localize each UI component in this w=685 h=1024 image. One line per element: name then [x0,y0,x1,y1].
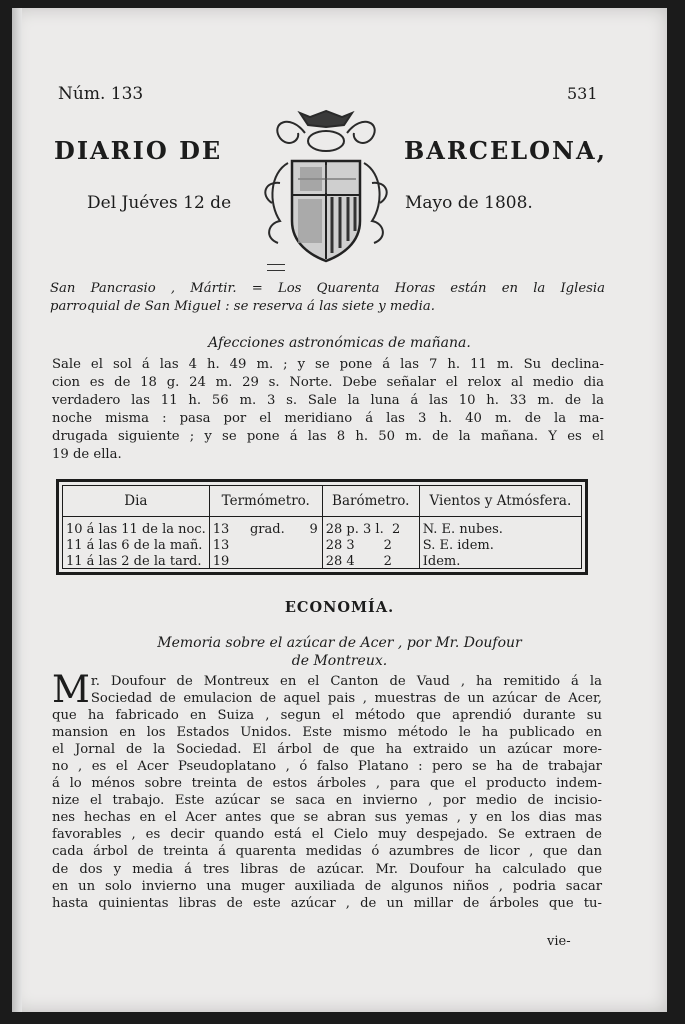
body-line: mansion en los Estados Unidos. Este mismo método le ha publicado en [52,725,602,741]
weather-table [56,479,588,575]
newspaper-page [12,8,667,1012]
page-gutter [12,8,22,1012]
body-line: á lo ménos sobre treinta de estos árboles , para que el producto indem- [52,776,602,792]
col-barometro: Barómetro. [322,486,419,517]
baro-fraction: 2 [383,553,392,569]
temp-unit: grad. [249,521,285,537]
cell-termometro [209,553,322,569]
cell-vientos: Idem. [422,553,461,569]
temp-value: 13 [212,521,230,537]
masthead-title-right: BARCELONA, [404,136,607,165]
body-line: el Jornal de la Sociedad. El árbol de que ha extraido un azúcar more- [52,742,602,758]
astro-line: verdadero las 11 h. 56 m. 3 s. Sale la luna á las 10 h. 33 m. de la [52,393,604,408]
saints-line: San Pancrasio , Mártir. = Los Quarenta Horas están en la Iglesia [50,281,605,296]
body-line: Sociedad de emulacion de aquel pais , muestras de un azúcar de Acer, [90,691,602,707]
baro-value: 28 3 [325,537,355,553]
body-line: cada árbol de treinta á quarenta medidas ó azumbres de licor , que dan [52,844,602,860]
baro-value: 28 p. 3 l. [325,521,384,537]
body-line: de dos y media á tres libras de azúcar. Mr. Doufour ha calculado que [52,861,602,877]
astro-line: drugada siguiente ; y se pone á las 8 h. 50 m. de la mañana. Y es el [52,429,604,444]
temp-value: 19 [212,553,230,569]
temp-value: 13 [212,537,230,553]
section-heading-economia: ECONOMÍA. [284,599,395,616]
body-line: no , es el Acer Pseudoplatano , ó falso Platano : pero se ha de trabajar [52,759,602,775]
body-line: que ha fabricado en Suiza , segun el método que aprendió durante su [52,708,602,724]
cell-barometro [322,517,419,538]
table-row [63,537,581,553]
table-row [63,553,581,569]
cell-termometro [209,537,322,553]
body-line: nes hechas en el Acer antes que se abran sus yemas , y en los dias mas [52,810,602,826]
body-line: nize el trabajo. Este azúcar se saca en invierno , por medio de incisio- [52,793,602,809]
article-title-line: de Montreux. [291,653,388,669]
masthead-title-left: DIARIO DE [54,136,223,165]
col-vientos: Vientos y Atmósfera. [419,486,581,517]
astro-line: noche misma : pasa por el meridiano á las 3 h. 40 m. de la ma- [52,411,604,426]
cell-vientos: S. E. idem. [422,537,494,553]
baro-fraction: 2 [391,521,401,537]
cell-dia: 10 á las 11 de la noc. [63,517,209,538]
astro-paragraph [52,356,604,464]
article-body [52,668,602,912]
table-header-row [63,486,581,517]
article-title [12,634,667,670]
body-line: favorables , es decir quando está el Cielo muy despejado. Se extraen de [52,827,602,843]
drop-cap: M [52,668,90,711]
article-title-line: Memoria sobre el azúcar de Acer , por Mr. Doufour [157,635,522,651]
astro-line: 19 de ella. [52,447,122,462]
issue-number: Núm. 133 [58,84,144,104]
body-line: en un solo invierno una muger auxiliada de algunos niños , podria sacar [52,878,602,894]
date-right: Mayo de 1808. [405,193,533,213]
col-dia: Dia [63,486,209,517]
col-termometro: Termómetro. [209,486,322,517]
cell-dia: 11 á las 2 de la tard. [63,553,209,569]
cell-dia: 11 á las 6 de la mañ. [63,537,209,553]
barcelona-coat-of-arms [250,103,402,265]
astro-line: cion es de 18 g. 24 m. 29 s. Norte. Debe señalar el relox al medio dia [52,375,604,390]
astro-line: Sale el sol á las 4 h. 49 m. ; y se pone á las 7 h. 11 m. Su declina- [52,357,604,372]
cell-vientos: N. E. nubes. [422,521,503,537]
temp-fraction: 9 [309,521,318,537]
double-rule [267,264,285,271]
baro-value: 28 4 [325,553,355,569]
saints-line: parroquial de San Miguel : se reserva á las siete y media. [50,299,435,314]
body-line: hasta quinientas libras de este azúcar , de un millar de árboles que tu- [52,895,602,911]
page-number: 531 [567,84,598,103]
table-row [63,517,581,538]
cell-termometro [209,517,322,538]
astro-heading: Afecciones astronómicas de mañana. [208,335,471,351]
body-line: r. Doufour de Montreux en el Canton de Vaud , ha remitido á la [90,674,602,689]
cell-barometro [322,553,419,569]
catchword: vie- [547,934,571,949]
cell-barometro [322,537,419,553]
baro-fraction: 2 [383,537,392,553]
date-left: Del Juéves 12 de [87,193,232,213]
saints-notice [50,280,605,316]
